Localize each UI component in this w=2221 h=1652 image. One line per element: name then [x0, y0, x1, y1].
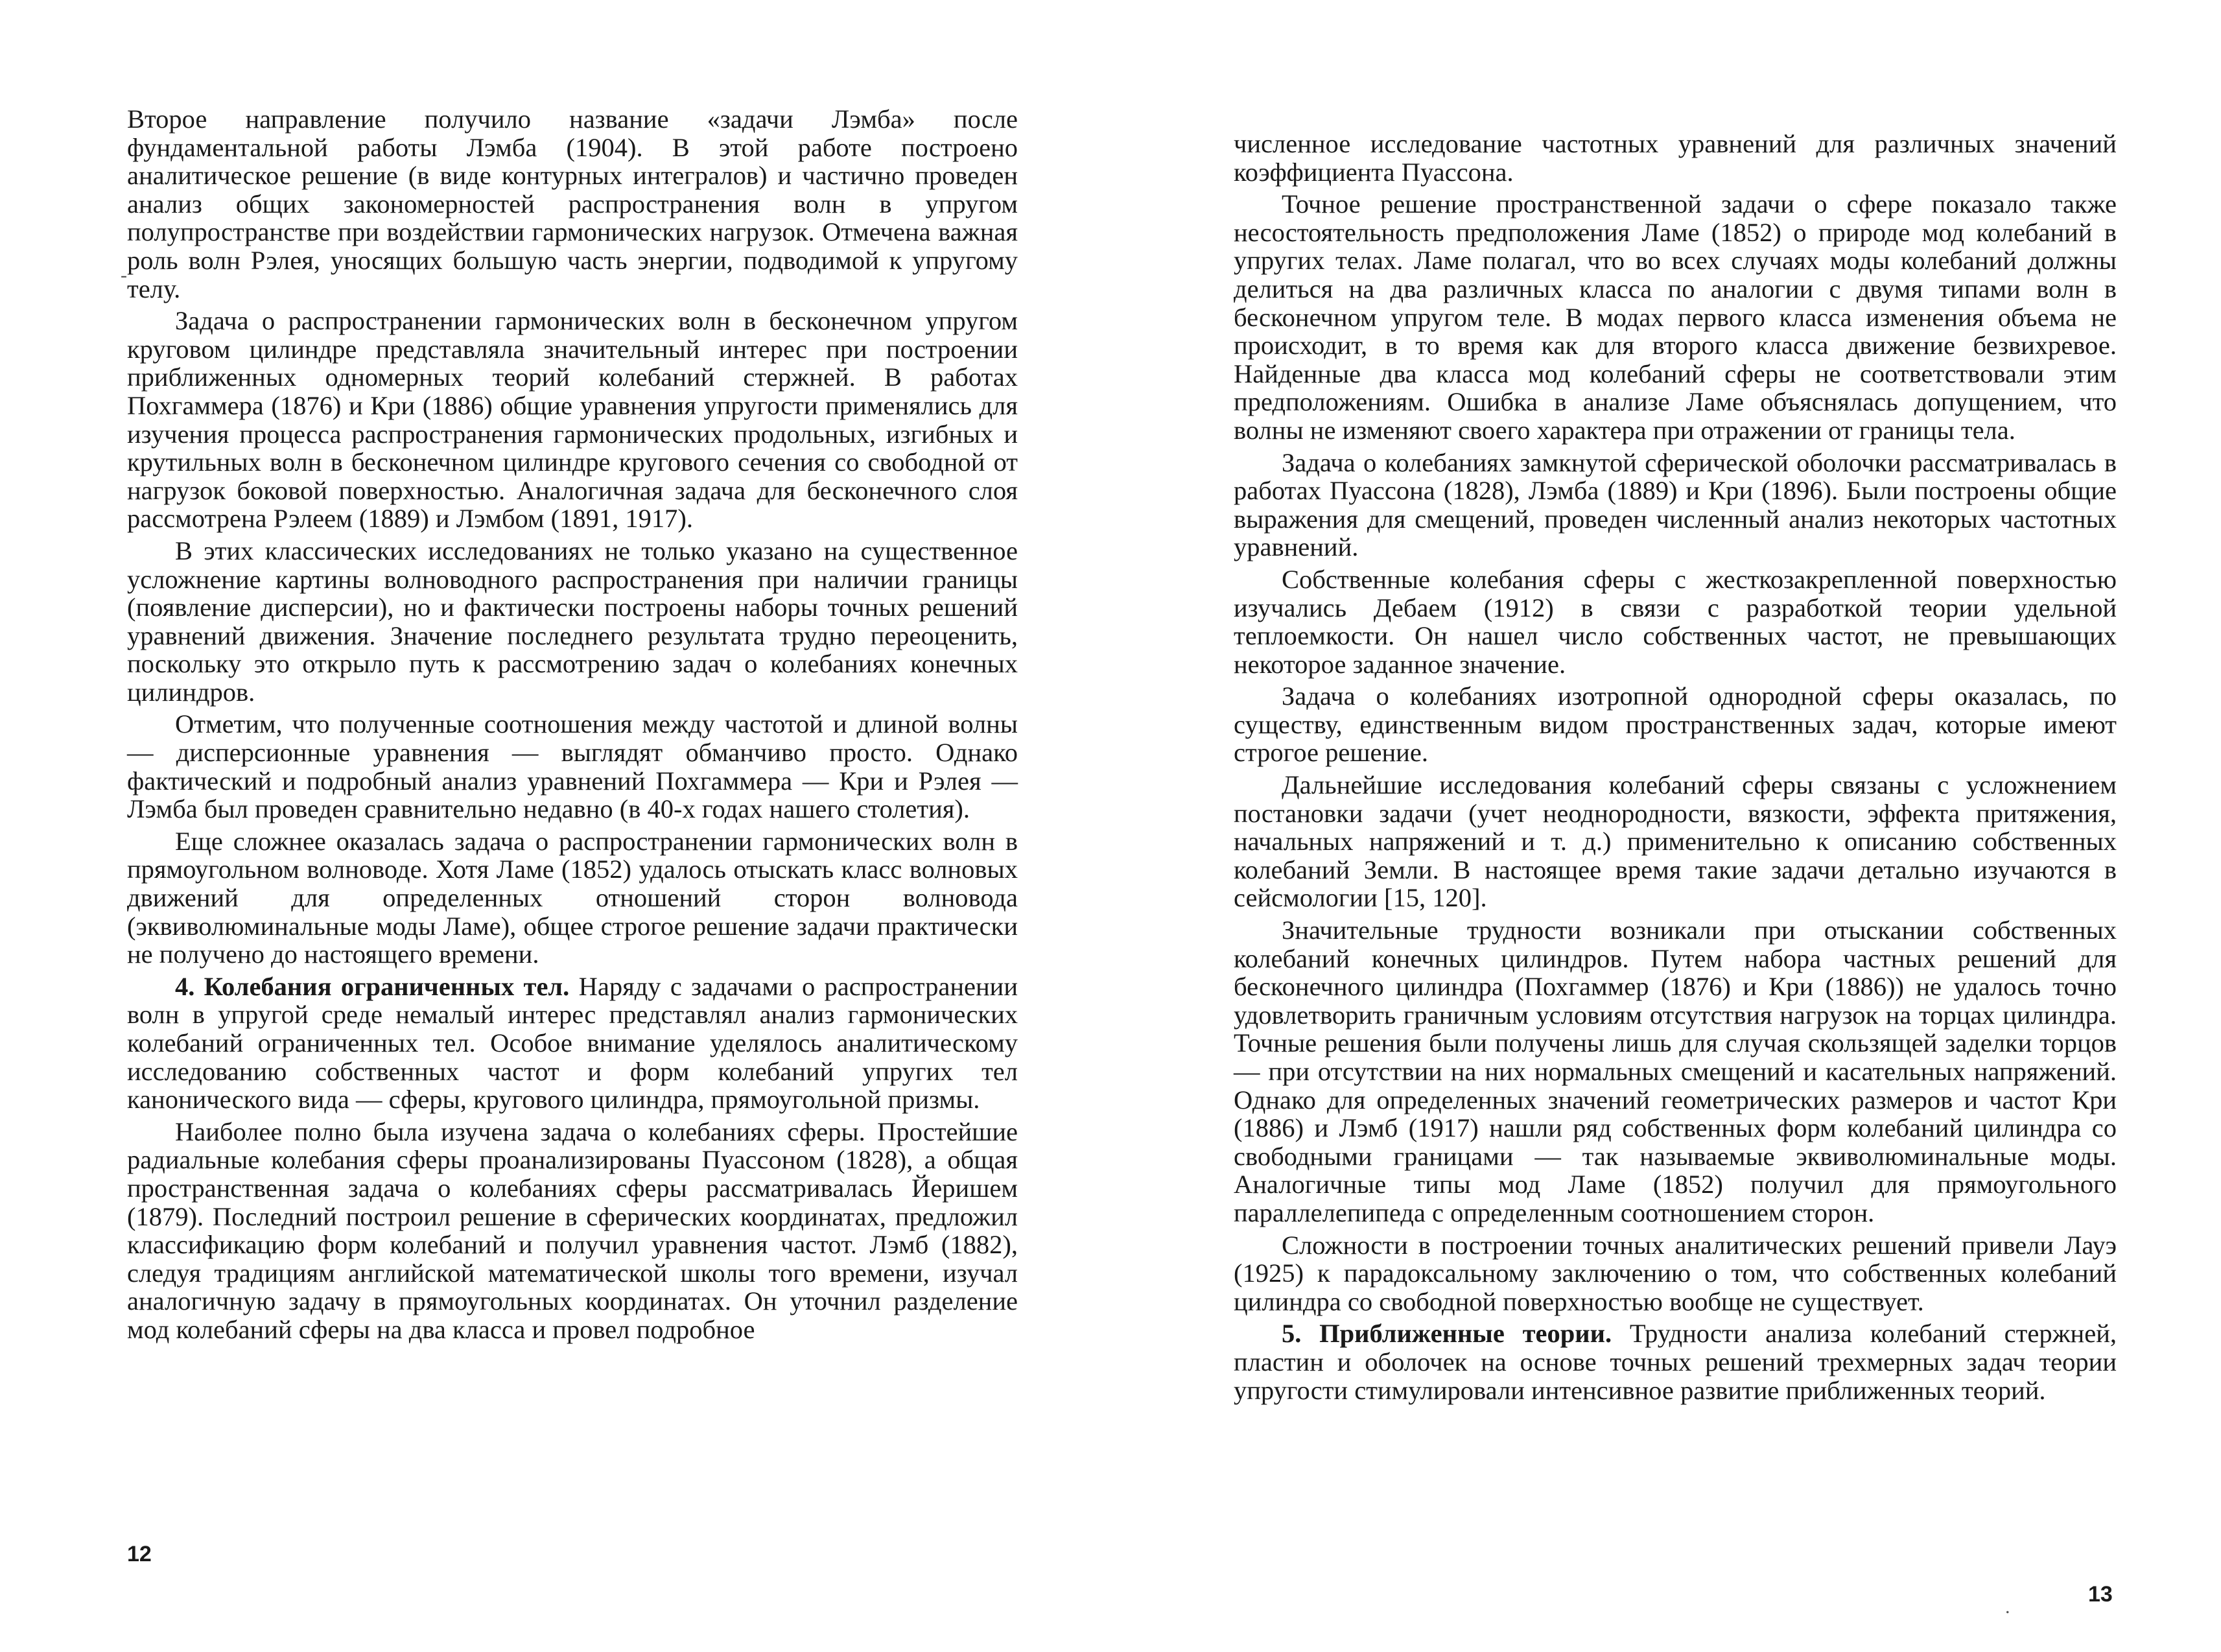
paragraph: В этих классических исследованиях не только указано на существенное усложнение картины волноводного распространения при наличии границы (появление дисперсии), но и фактически построены наборы точных решений уравнений движения. Значение последнего результата трудно переоценить, поскольку это открыло путь к рассмотрению задач о колебаниях конечных цилиндров. [127, 536, 1018, 707]
paragraph: Задача о колебаниях изотропной однородной сферы оказалась, по существу, единственным видом пространственных задач, которые имеют строгое решение. [1234, 681, 2117, 768]
paragraph-text: Трудности анализа колебаний стержней, пластин и оболочек на основе точных решений трехмерных задач теории упругости стимулировали интенсивное развитие приближенных теорий. [1234, 1319, 2117, 1405]
paragraph: Задача о колебаниях замкнутой сферической оболочки рассматривалась в работах Пуассона (1828), Лэмба (1889) и Кри (1896). Были построены общие выражения для смещений, проведен численный анализ некоторых частотных уравнений. [1234, 447, 2117, 562]
paragraph: Еще сложнее оказалась задача о распространении гармонических волн в прямоугольном волноводе. Хотя Ламе (1852) удалось отыскать класс волновых движений для определенных отношений сторон волновода (эквиволюминальные моды Ламе), общее строгое решение задачи практически не получено до настоящего времени. [127, 826, 1018, 969]
section-4-heading: 4. Колебания ограниченных тел. [175, 971, 570, 1001]
scan-mark: - [121, 265, 127, 286]
section-5-heading: 5. Приближенные теории. [1282, 1319, 1612, 1349]
paragraph: Точное решение пространственной задачи о сфере показало также несостоятельность предположения Ламе (1852) о природе мод колебаний в упругих телах. Ламе полагал, что во всех случаях моды колебаний должны делиться на два различных класса по аналогии с двумя типами волн в бесконечном упругом теле. В модах первого класса изменения объема не происходит, в то время как для второго класса движение безвихревое. Найденные два класса мод колебаний сферы не соответствовали этим предположениям. Ошибка в анализе Ламе объяснялась допущением, что волны не изменяют своего характера при отражении от границы тела. [1234, 189, 2117, 445]
right-text-column [1234, 130, 2117, 1408]
paragraph: Второе направление получило название «задачи Лэмба» после фундаментальной работы Лэмба (1904). В этой работе построено аналитическое решение (в виде контурных интегралов) и частично проведен анализ общих закономерностей распространения волн в упругом полупространстве при воздействии гармонических нагрузок. Отмечена важная роль волн Рэлея, уносящих большую часть энергии, подводимой к упругому телу. [127, 104, 1018, 303]
right-page [1110, 0, 2221, 1652]
paragraph: Отметим, что полученные соотношения между частотой и длиной волны — дисперсионные уравнения — выглядят обманчиво просто. Однако фактический и подробный анализ уравнений Похгаммера — Кри и Рэлея — Лэмба был проведен сравнительно недавно (в 40-х годах нашего столетия). [127, 709, 1018, 824]
paragraph: Собственные колебания сферы с жесткозакрепленной поверхностью изучались Дебаем (1912) в связи с разработкой теории удельной теплоемкости. Он нашел число собственных частот, не превышающих некоторое заданное значение. [1234, 564, 2117, 679]
paragraph: Сложности в построении точных аналитических решений привели Лауэ (1925) к парадоксальному заключению о том, что собственных колебаний цилиндра со свободной поверхностью вообще не существует. [1234, 1230, 2117, 1316]
paragraph: Дальнейшие исследования колебаний сферы связаны с усложнением постановки задачи (учет неоднородности, вязкости, эффекта притяжения, начальных напряжений и т. д.) применительно к описанию собственных колебаний Земли. В настоящее время такие задачи детально изучаются в сейсмологии [15, 120]. [1234, 770, 2117, 913]
left-text-column [127, 105, 1018, 1348]
paragraph-text: Наряду с задачами о распространении волн в упругой среде немалый интерес представлял анализ гармонических колебаний ограниченных тел. Особое внимание уделялось аналитическому исследованию собственных частот и форм колебаний упругих тел канонического вида — сферы, кругового цилиндра, прямоугольной призмы. [127, 971, 1018, 1115]
paragraph: Значительные трудности возникали при отыскании собственных колебаний конечных цилиндров. Путем набора частных решений для бесконечного цилиндра (Похгаммер (1876) и Кри (1886)) не удалось точно удовлетворить граничным условиям отсутствия нагрузок на торцах цилиндра. Точные решения были получены лишь для случая скользящей заделки торцов — при отсутствии на них нормальных смещений и касательных напряжений. Однако для определенных значений геометрических размеров и частот Кри (1886) и Лэмб (1917) нашли ряд собственных форм колебаний цилиндра со свободными границами — так называемые эквиволюминальные моды. Аналогичные типы мод Ламе (1852) получил для прямоугольного параллелепипеда с определенным соотношением сторон. [1234, 915, 2117, 1227]
left-page [0, 0, 1110, 1652]
section-4-paragraph [127, 973, 1018, 1114]
paragraph: численное исследование частотных уравнений для различных значений коэффициента Пуассона. [1234, 129, 2117, 187]
page-number-right: 13 [2088, 1582, 2113, 1607]
scan-mark: . [2005, 1596, 2010, 1618]
page-number-left: 12 [127, 1542, 152, 1566]
section-5-paragraph [1234, 1319, 2117, 1404]
paragraph: Наиболее полно была изучена задача о колебаниях сферы. Простейшие радиальные колебания сферы проанализированы Пуассоном (1828), а общая пространственная задача о колебаниях сферы рассматривалась Йеришем (1879). Последний построил решение в сферических координатах, предложил классификацию форм колебаний и получил уравнения частот. Лэмб (1882), следуя традициям английской математической школы того времени, изучал аналогичную задачу в прямоугольных координатах. Он уточнил разделение мод колебаний сферы на два класса и провел подробное [127, 1116, 1018, 1344]
paragraph: Задача о распространении гармонических волн в бесконечном упругом круговом цилиндре представляла значительный интерес при построении приближенных одномерных теорий колебаний стержней. В работах Похгаммера (1876) и Кри (1886) общие уравнения упругости применялись для изучения процесса распространения гармонических продольных, изгибных и крутильных волн в бесконечном цилиндре кругового сечения со свободной от нагрузок боковой поверхностью. Аналогичная задача для бесконечного слоя рассмотрена Рэлеем (1889) и Лэмбом (1891, 1917). [127, 306, 1018, 534]
